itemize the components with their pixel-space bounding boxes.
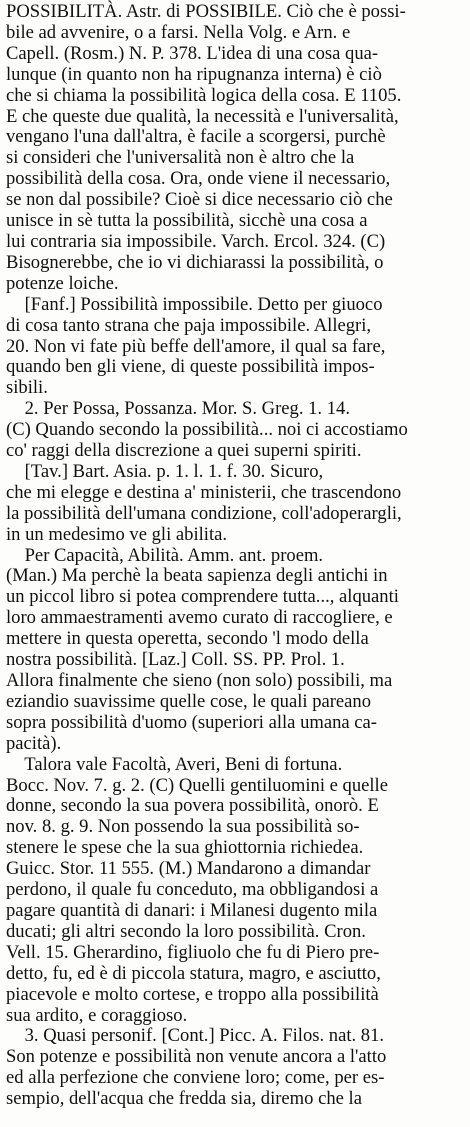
entry-line-44: pagare quantità di danari: i Milanesi dugento mila — [6, 899, 378, 921]
entry-line-42: Guicc. Stor. 11 555. (M.) Mandarono a dimandar — [6, 858, 371, 880]
entry-line-45: ducati; gli altri secondo la loro possibilità. Cron. — [6, 920, 366, 942]
entry-line-33: Allora finalmente che sieno (non solo) possibili, ma — [6, 670, 393, 691]
entry-line-16: di cosa tanto strana che paja impossibile. Allegri, — [6, 314, 372, 336]
entry-line-36: pacità). — [6, 732, 62, 754]
entry-line-4: lunque (in quanto non ha ripugnanza interna) è ciò — [6, 63, 382, 85]
entry-line-43: perdono, il quale fu conceduto, ma obbligandosi a — [6, 879, 379, 901]
entry-line-50: 3. Quasi personif. [Cont.] Picc. A. Filos. nat. 81. — [6, 1025, 385, 1047]
entry-line-20: 2. Per Possa, Possanza. Mor. S. Greg. 1. 14. — [6, 398, 350, 420]
entry-line-27: Per Capacità, Abilità. Amm. ant. proem. — [6, 544, 324, 566]
entry-line-22: co' raggi della discrezione a quei superni spiriti. — [6, 440, 362, 462]
entry-line-12: lui contraria sia impossibile. Varch. Ercol. 324. (C) — [6, 230, 386, 252]
entry-line-32: nostra possibilità. [Laz.] Coll. SS. PP. Prol. 1. — [6, 649, 345, 671]
entry-line-40: nov. 8. g. 9. Non possendo la sua possibilità so- — [6, 816, 360, 838]
entry-line-48: piacevole e molto cortese, e troppo alla possibilità — [6, 983, 379, 1005]
entry-line-53: sempio, dell'acqua che fredda sia, diremo che la — [6, 1088, 362, 1110]
entry-line-35: sopra possibilità d'uomo (superiori alla umana ca- — [6, 711, 377, 733]
entry-line-41: stenere le spese che la sua ghiottornia richiedea. — [6, 837, 364, 859]
entry-line-39: donne, secondo la sua povera possibilità, onorò. E — [6, 795, 379, 817]
entry-line-29: un piccol libro si potea comprendere tutta..., alquanti — [6, 586, 399, 608]
entry-line-30: loro ammaestramenti avemo curato di raccogliere, e — [6, 607, 393, 629]
entry-line-10: se non dal possibile? Cioè si dice necessario ciò che — [6, 189, 393, 211]
entry-line-1: POSSIBILITÀ. Astr. di POSSIBILE. Ciò che è possi- — [6, 1, 406, 22]
entry-line-17: 20. Non vi fate più beffe dell'amore, il qual sa fare, — [6, 335, 386, 357]
entry-line-26: in un medesimo ve gli abilita. — [6, 523, 228, 545]
entry-line-37: Talora vale Facoltà, Averi, Beni di fortuna. — [6, 753, 343, 775]
entry-line-25: la possibilità dell'umana condizione, coll'adoperargli, — [6, 502, 402, 524]
entry-line-11: unisce in sè tutta la possibilità, sicchè una cosa a — [6, 210, 368, 232]
entry-line-47: detto, fu, ed è di piccola statura, magro, e asciutto, — [6, 962, 381, 984]
entry-line-19: sibili. — [6, 377, 48, 399]
entry-line-2: bile ad avvenire, o a farsi. Nella Volg. e Arn. e — [6, 21, 351, 43]
entry-line-23: [Tav.] Bart. Asia. p. 1. l. 1. f. 30. Sicuro, — [6, 460, 324, 482]
entry-line-49: sua ardito, e coraggioso. — [6, 1004, 188, 1026]
entry-line-7: vengano l'una dall'altra, è facile a scorgersi, purchè — [6, 126, 386, 148]
entry-line-51: Son potenze e possibilità non venute ancora a l'atto — [6, 1046, 387, 1068]
entry-line-9: possibilità della cosa. Ora, onde viene il necessario, — [6, 168, 391, 190]
entry-line-38: Bocc. Nov. 7. g. 2. (C) Quelli gentiluomini e quelle — [6, 774, 388, 796]
entry-line-3: Capell. (Rosm.) N. P. 378. L'idea di una cosa qua- — [6, 42, 379, 64]
entry-line-15: [Fanf.] Possibilità impossibile. Detto per giuoco — [6, 293, 383, 315]
entry-line-14: potenze loiche. — [6, 272, 119, 294]
entry-line-13: Bisognerebbe, che io vi dichiarassi la possibilità, o — [6, 251, 384, 273]
entry-line-52: ed alla perfezione che conviene loro; come, per es- — [6, 1067, 385, 1089]
entry-line-18: quando ben gli viene, di queste possibilità impos- — [6, 356, 375, 378]
entry-line-6: E che queste due qualità, la necessità e l'universalità, — [6, 105, 399, 127]
entry-line-46: Vell. 15. Gherardino, figliuolo che fu di Piero pre- — [6, 941, 380, 963]
entry-line-34: eziandio suavissime quelle cose, le quali pareano — [6, 690, 372, 712]
entry-line-21: (C) Quando secondo la possibilità... noi ci accostiamo — [6, 419, 408, 441]
entry-line-28: (Man.) Ma perchè la beata sapienza degli antichi in — [6, 565, 388, 587]
entry-line-5: che si chiama la possibilità logica della cosa. E 1105. — [6, 84, 402, 106]
entry-line-8: si consideri che l'universalità non è altro che la — [6, 147, 355, 169]
entry-line-31: mettere in questa operetta, secondo 'l modo della — [6, 628, 369, 650]
entry-line-24: che mi elegge e destina a' ministerii, che trascendono — [6, 481, 402, 503]
